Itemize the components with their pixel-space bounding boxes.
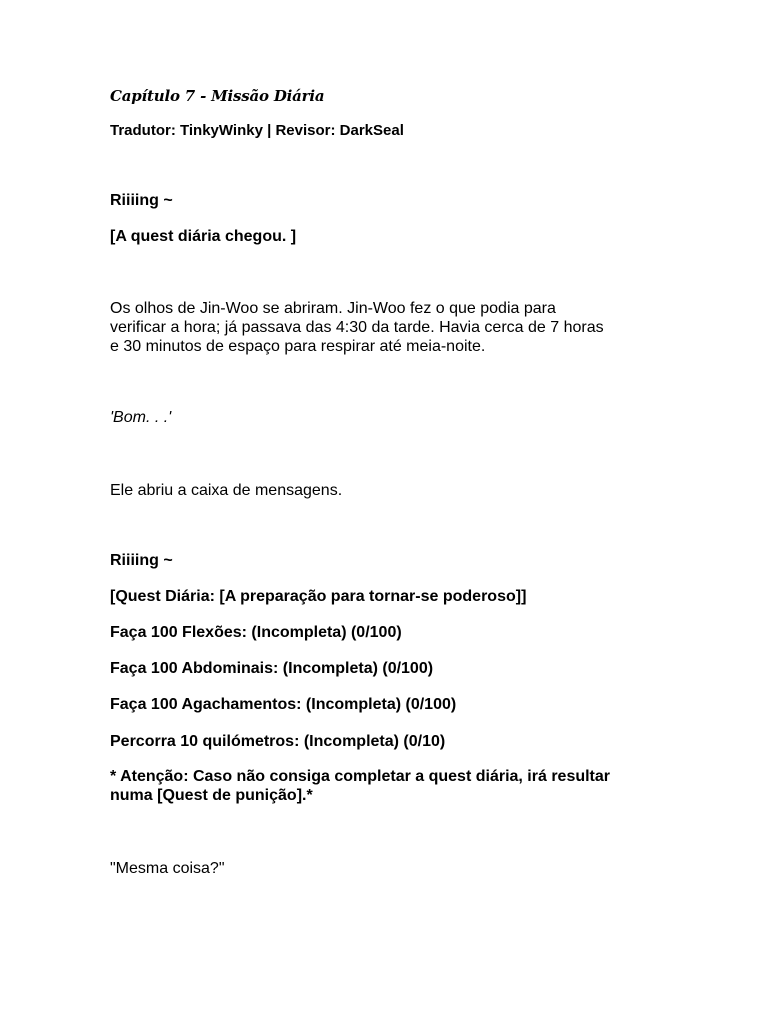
narration-paragraph-2: Ele abriu a caixa de mensagens. [110, 482, 343, 499]
paragraph-line: Os olhos de Jin-Woo se abriram. Jin-Woo fez o que podia para [110, 300, 556, 317]
inner-thought: 'Bom. . .' [110, 409, 172, 426]
dialogue-line: "Mesma coisa?" [110, 860, 225, 877]
quest-item-situps: Faça 100 Abdominais: (Incompleta) (0/100) [110, 660, 434, 677]
quest-title: [Quest Diária: [A preparação para tornar-se poderoso]] [110, 588, 527, 605]
narration-paragraph-1 [110, 299, 670, 356]
paragraph-line: e 30 minutos de espaço para respirar até meia-noite. [110, 338, 486, 355]
warning-line: * Atenção: Caso não consiga completar a quest diária, irá resultar [110, 768, 611, 785]
quest-arrived-notice: [A quest diária chegou. ] [110, 228, 297, 245]
chapter-title: Capítulo 7 - Missão Diária [110, 87, 325, 105]
warning-line: numa [Quest de punição].* [110, 787, 313, 804]
quest-item-pushups: Faça 100 Flexões: (Incompleta) (0/100) [110, 624, 402, 641]
sound-effect-1: Riiiing ~ [110, 192, 173, 209]
credits-line: Tradutor: TinkyWinky | Revisor: DarkSeal [110, 122, 404, 139]
sound-effect-2: Riiiing ~ [110, 552, 173, 569]
quest-item-running: Percorra 10 quilómetros: (Incompleta) (0/10) [110, 733, 446, 750]
quest-item-squats: Faça 100 Agachamentos: (Incompleta) (0/100) [110, 696, 457, 713]
quest-warning [110, 767, 670, 805]
paragraph-line: verificar a hora; já passava das 4:30 da tarde. Havia cerca de 7 horas [110, 319, 604, 336]
